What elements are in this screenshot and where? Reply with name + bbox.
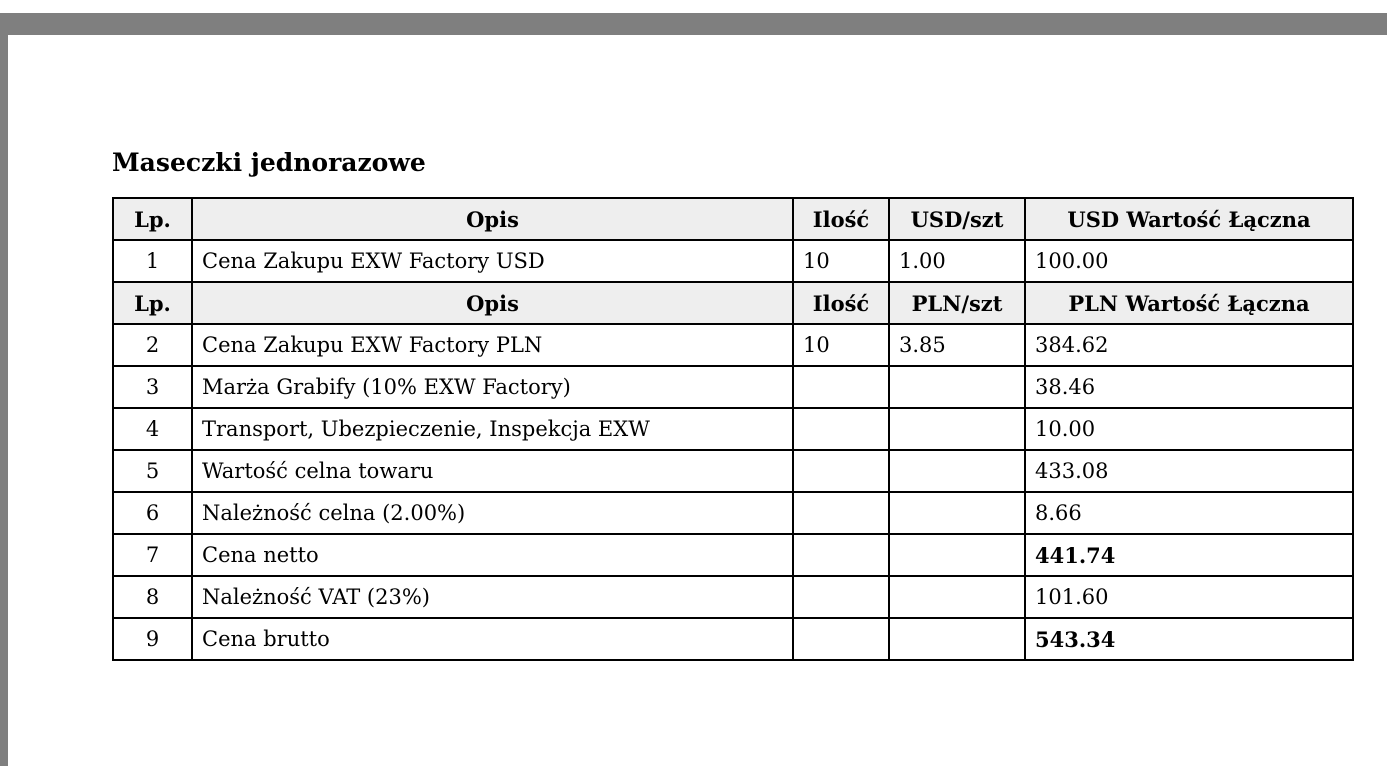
pln-header-row [113,282,1353,324]
cell-unit-price: 1.00 [889,240,1025,282]
cell-unit-price [889,576,1025,618]
cell-opis: Cena Zakupu EXW Factory USD [192,240,793,282]
table-row [113,324,1353,366]
cell-opis: Transport, Ubezpieczenie, Inspekcja EXW [192,408,793,450]
cell-total: 8.66 [1025,492,1353,534]
header-total: USD Wartość Łączna [1025,198,1353,240]
cell-opis: Cena netto [192,534,793,576]
table-row [113,408,1353,450]
cell-lp: 1 [113,240,192,282]
cell-lp: 7 [113,534,192,576]
cell-total: 384.62 [1025,324,1353,366]
table-row [113,534,1353,576]
cell-unit-price [889,366,1025,408]
cell-ilosc [793,366,889,408]
cell-ilosc [793,408,889,450]
usd-header-row [113,198,1353,240]
cell-lp: 4 [113,408,192,450]
cell-unit-price [889,408,1025,450]
cell-opis: Cena Zakupu EXW Factory PLN [192,324,793,366]
cell-total: 100.00 [1025,240,1353,282]
header-total: PLN Wartość Łączna [1025,282,1353,324]
cell-unit-price [889,450,1025,492]
cell-opis: Wartość celna towaru [192,450,793,492]
header-lp: Lp. [113,198,192,240]
header-lp: Lp. [113,282,192,324]
table-row [113,492,1353,534]
cell-unit-price [889,534,1025,576]
header-ilosc: Ilość [793,282,889,324]
table-row [113,618,1353,660]
cell-opis: Cena brutto [192,618,793,660]
cell-total-gross: 543.34 [1025,618,1353,660]
header-unit-price: USD/szt [889,198,1025,240]
cell-lp: 2 [113,324,192,366]
document-title: Maseczki jednorazowe [112,148,426,177]
cell-ilosc [793,576,889,618]
cell-total: 10.00 [1025,408,1353,450]
cell-ilosc [793,492,889,534]
header-ilosc: Ilość [793,198,889,240]
table-row [113,450,1353,492]
cell-opis: Marża Grabify (10% EXW Factory) [192,366,793,408]
cell-ilosc [793,618,889,660]
cell-total-net: 441.74 [1025,534,1353,576]
cell-unit-price: 3.85 [889,324,1025,366]
header-opis: Opis [192,282,793,324]
cell-unit-price [889,618,1025,660]
viewer-left-frame [0,13,8,766]
cell-lp: 3 [113,366,192,408]
cell-opis: Należność VAT (23%) [192,576,793,618]
cell-ilosc: 10 [793,324,889,366]
cell-lp: 9 [113,618,192,660]
cell-total: 433.08 [1025,450,1353,492]
cell-total: 101.60 [1025,576,1353,618]
table-row [113,240,1353,282]
cell-total: 38.46 [1025,366,1353,408]
table-row [113,576,1353,618]
pricing-table [112,197,1354,661]
cell-lp: 8 [113,576,192,618]
viewer-top-frame [0,13,1387,35]
document-page [8,35,1387,766]
cell-lp: 5 [113,450,192,492]
cell-unit-price [889,492,1025,534]
table-row [113,366,1353,408]
cell-ilosc: 10 [793,240,889,282]
cell-lp: 6 [113,492,192,534]
header-opis: Opis [192,198,793,240]
cell-ilosc [793,450,889,492]
cell-ilosc [793,534,889,576]
cell-opis: Należność celna (2.00%) [192,492,793,534]
header-unit-price: PLN/szt [889,282,1025,324]
viewer-corner [0,0,8,13]
